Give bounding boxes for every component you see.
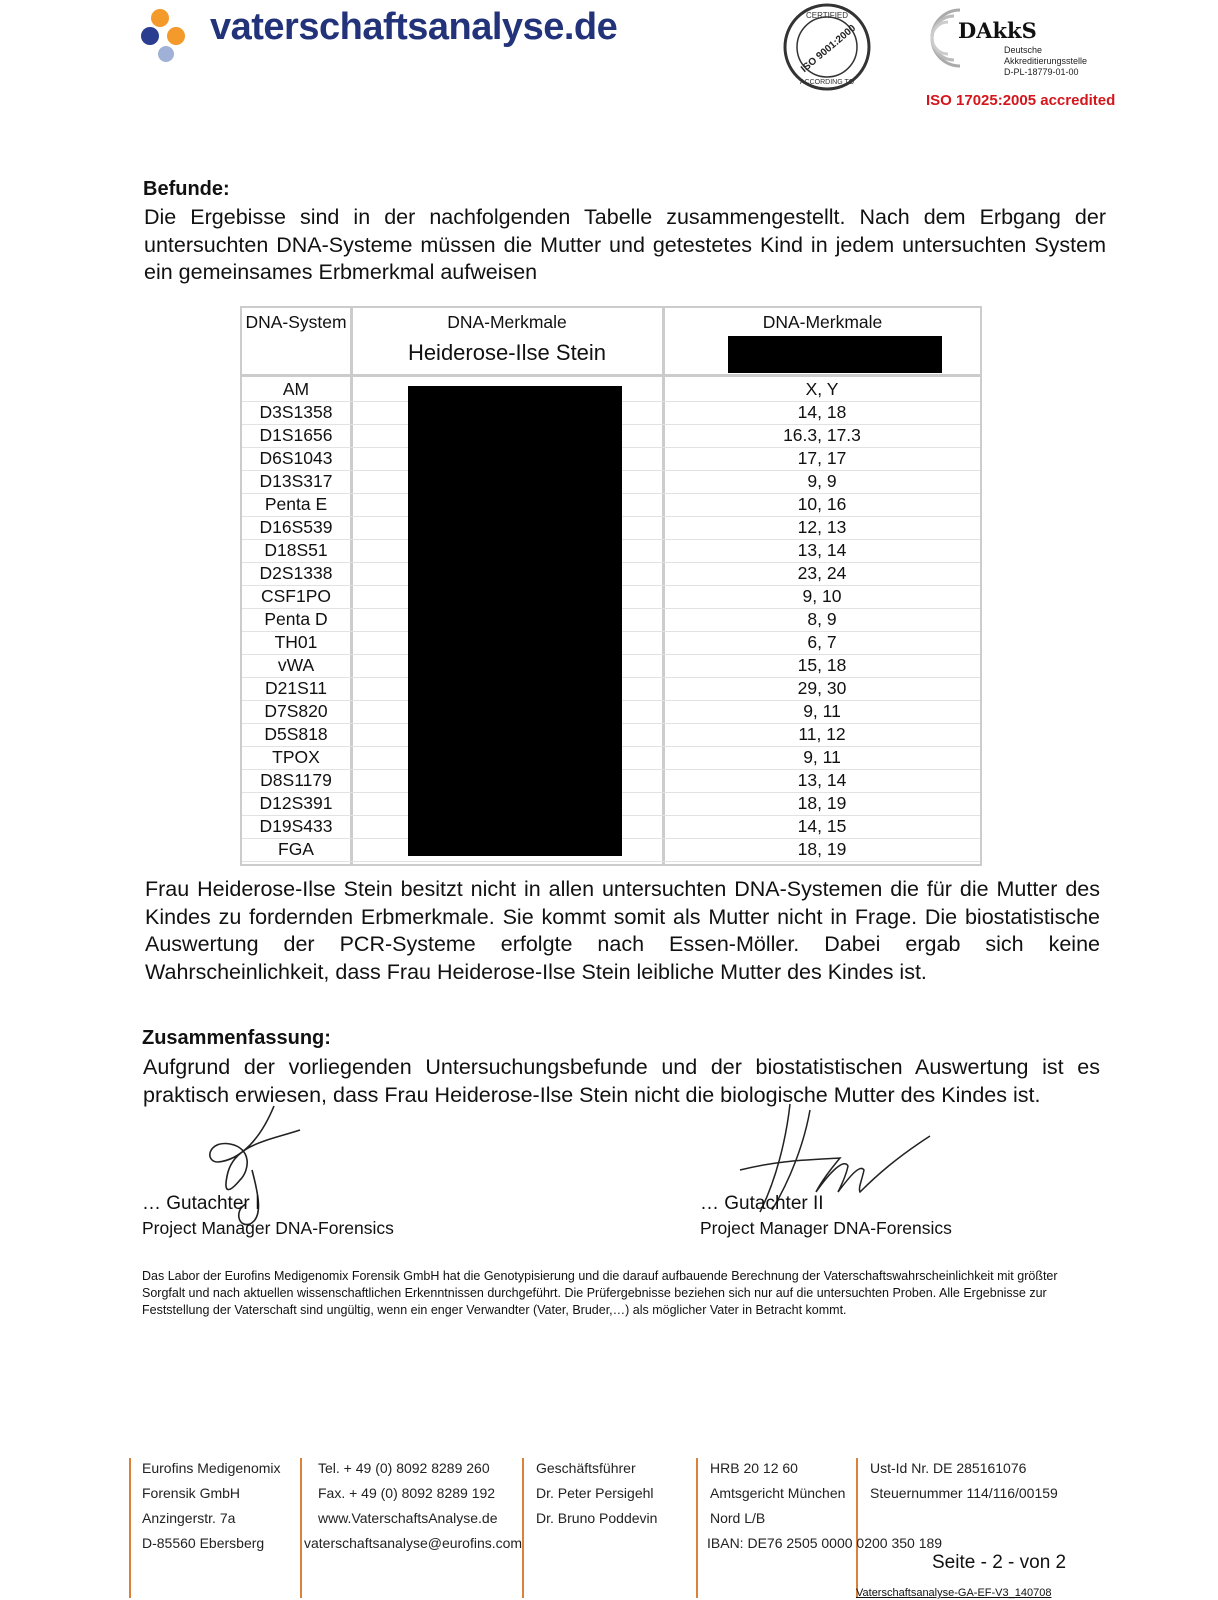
dna-system-cell: TH01 (274, 632, 318, 652)
result-text: Frau Heiderose-Ilse Stein besitzt nicht in allen untersuchten DNA-Systemen die für die Mutter des Kindes zu fordernden Erbmerkmale. Sie kommt somit als Mutter nicht in Frage. Die biostatistische Auswertung der PCR-Systeme erfolgte nach Essen-Möller. Dabei ergab sich keine Wahrscheinlichkeit, dass Frau Heiderose-Ilse Stein leibliche Mutter des Kindes ist. (145, 877, 1100, 984)
signature-right-role: Project Manager DNA-Forensics (700, 1218, 952, 1238)
dna-system-cell: TPOX (272, 747, 320, 767)
child-value-cell: 13, 14 (797, 770, 847, 790)
mother-name: Heiderose-Ilse Stein (407, 340, 607, 365)
col-header-child: DNA-Merkmale (762, 312, 883, 332)
dna-system-cell: D6S1043 (259, 448, 333, 468)
child-value-cell: 14, 18 (797, 402, 847, 422)
child-value-cell: 9, 11 (803, 701, 841, 721)
child-value-cell: 18, 19 (797, 793, 847, 813)
dna-system-cell: D1S1656 (259, 425, 333, 445)
child-value-cell: 18, 19 (797, 839, 847, 859)
child-value-cell: 10, 16 (797, 494, 847, 514)
iso-seal-center: ISO 9001:2000 (799, 22, 859, 75)
child-value-cell: 9, 9 (807, 471, 837, 491)
iso-seal-bottom: ACCORDING TO (799, 79, 855, 86)
document-code: Vaterschaftsanalyse-GA-EF-V3_140708 (856, 1587, 1052, 1599)
child-value-cell: 23, 24 (797, 563, 847, 583)
child-value-cell: 17, 17 (797, 448, 847, 468)
child-value-cell: 11, 12 (798, 724, 846, 744)
child-value-cell: 15, 18 (797, 655, 847, 675)
child-value-cell: 9, 11 (803, 747, 841, 767)
footer-divider (300, 1458, 302, 1598)
zusammenfassung-heading: Zusammenfassung: (142, 1027, 331, 1049)
logo-text: vaterschaftsanalyse.de (210, 6, 618, 48)
footer-divider (522, 1458, 524, 1598)
footer-contact: Tel. + 49 (0) 8092 8289 260 Fax. + 49 (0) 8092 8289 192 www.VaterschaftsAnalyse.de vaterschaftsanalyse@eurofins.com (304, 1460, 523, 1551)
child-value-cell: 12, 13 (797, 517, 847, 537)
dna-system-cell: D3S1358 (259, 402, 333, 422)
page-number: Seite - 2 - von 2 (932, 1552, 1067, 1573)
footer-tax: Ust-Id Nr. DE 285161076 Steuernummer 114/116/00159 (870, 1460, 1058, 1501)
child-value-cell: 6, 7 (807, 632, 837, 652)
child-value-cell: 14, 15 (797, 816, 847, 836)
row-divider (242, 861, 980, 862)
dna-system-cell: CSF1PO (260, 586, 332, 606)
dna-system-cell: D21S11 (265, 678, 327, 698)
logo-mark-icon (140, 4, 204, 64)
footer-divider (129, 1458, 131, 1598)
iso-certified-seal-icon (782, 2, 872, 92)
dna-system-cell: D2S1338 (259, 563, 333, 583)
col-header-mother: DNA-Merkmale (447, 312, 567, 332)
dna-system-cell: Penta E (264, 494, 328, 514)
dna-system-cell: D13S317 (259, 471, 333, 491)
child-value-cell: X, Y (805, 379, 839, 399)
zusammenfassung-text: Aufgrund der vorliegenden Untersuchungsbefunde und der biostatistischen Auswertung ist es praktisch erwiesen, dass Frau Heiderose-Ilse Stein nicht die biologische Mutter des Kindes ist. (143, 1055, 1100, 1107)
footer-management: Geschäftsführer Dr. Peter Persigehl Dr. Bruno Poddevin (536, 1460, 658, 1526)
col-header-dna-system: DNA-System (245, 312, 347, 332)
signature-right-label: … Gutachter II (700, 1193, 824, 1214)
child-value-cell: 8, 9 (807, 609, 837, 629)
table-header-divider (242, 374, 980, 377)
dna-system-cell: D12S391 (259, 793, 333, 813)
iso-accreditation: ISO 17025:2005 accredited (926, 92, 1116, 109)
dna-system-cell: AM (282, 379, 310, 399)
dna-table (240, 306, 982, 866)
befunde-text: Die Ergebisse sind in der nachfolgenden Tabelle zusammengestellt. Nach dem Erbgang der untersuchten DNA-Systeme müssen die Mutter und getestetes Kind in jedem untersuchten System ein gemeinsames Erbmerkmal aufweisen (144, 205, 1106, 284)
redaction-mother-values (408, 386, 622, 856)
disclaimer: Das Labor der Eurofins Medigenomix Forensik GmbH hat die Genotypisierung und die darauf aufbauende Berechnung der Vaterschaftswahrscheinlichkeit mit größter Sorgfalt und nach aktuellen wissenschaftlichen Erkenntnissen durchgeführt. Die Prüfergebnisse beziehen sich nur auf die untersuchten Proben. Alle Ergebnisse zur Feststellung der Vaterschaft sind ungültig, wenn ein enger Verwandter (Vater, Bruder,…) als möglicher Vater in Betracht kommt. (142, 1269, 1058, 1317)
dna-system-cell: FGA (278, 839, 314, 859)
redaction-child-name (728, 336, 942, 373)
child-value-cell: 13, 14 (797, 540, 847, 560)
signature-left-role: Project Manager DNA-Forensics (142, 1218, 394, 1238)
dna-system-cell: D8S1179 (260, 770, 332, 790)
dna-system-cell: vWA (277, 655, 315, 675)
child-value-cell: 29, 30 (797, 678, 847, 698)
footer-divider (696, 1458, 698, 1598)
dna-system-cell: D5S818 (264, 724, 328, 744)
befunde-heading: Befunde: (143, 178, 230, 200)
iso-seal-top: CERTIFIED (805, 11, 849, 20)
signature-left-label: … Gutachter I (142, 1193, 261, 1214)
child-value-cell: 9, 10 (802, 586, 842, 606)
dna-system-cell: D7S820 (264, 701, 328, 721)
dakks-name: DAkkS (958, 18, 1037, 43)
child-value-cell: 16.3, 17.3 (783, 425, 861, 445)
footer-registry: HRB 20 12 60 Amtsgericht München Nord L/B IBAN: DE76 2505 0000 0200 350 189 (707, 1460, 943, 1551)
footer-company: Eurofins Medigenomix Forensik GmbH Anzingerstr. 7a D-85560 Ebersberg (142, 1460, 281, 1551)
dakks-subtitle: Deutsche Akkreditierungsstelle D-PL-18779-01-00 (1004, 45, 1088, 77)
dna-system-cell: D19S433 (259, 816, 333, 836)
dna-system-cell: Penta D (264, 609, 328, 629)
dna-system-cell: D18S51 (264, 540, 328, 560)
dna-system-cell: D16S539 (259, 517, 333, 537)
